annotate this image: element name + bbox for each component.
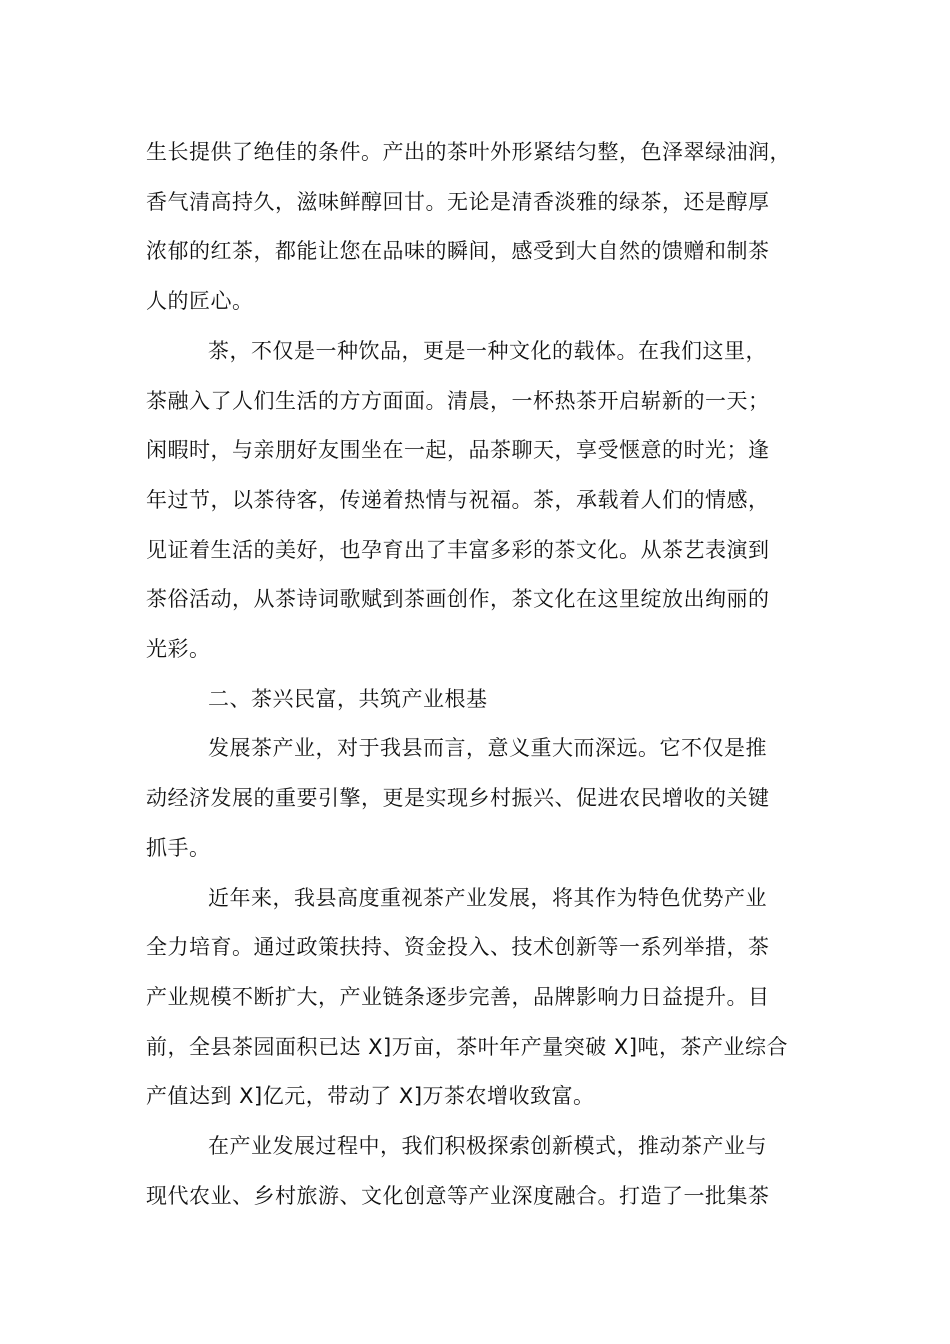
paragraph-tea-culture [146,327,816,675]
text-line: 浓郁的红茶，都能让您在品味的瞬间，感受到大自然的馈赠和制茶 [146,239,770,264]
text-line: 人的匠心。 [146,289,254,314]
text-line: 光彩。 [146,637,211,662]
text-line: 茶俗活动，从茶诗词歌赋到茶画创作，茶文化在这里绽放出绚丽的 [146,587,770,612]
text-line: 发展茶产业，对于我县而言，意义重大而深远。它不仅是推 [208,736,767,761]
text-line: 见证着生活的美好，也孕育出了丰富多彩的茶文化。从茶艺表演到 [146,537,770,562]
text-line: 生长提供了绝佳的条件。产出的茶叶外形紧结匀整，色泽翠绿油润， [146,140,791,164]
text-line: 产业规模不断扩大，产业链条逐步完善，品牌影响力日益提升。目 [146,984,770,1009]
text-line: 现代农业、乡村旅游、文化创意等产业深度融合。打造了一批集茶 [146,1183,770,1208]
text-line: 产值达到 X]亿元，带动了 X]万茶农增收致富。 [146,1084,595,1109]
paragraph-industry-integration [146,1122,816,1221]
document-body [146,128,816,1221]
section-heading [146,675,816,725]
text-line: 闲暇时，与亲朋好友围坐在一起，品茶聊天，享受惬意的时光；逢 [146,438,770,463]
text-line: 在产业发展过程中，我们积极探索创新模式，推动茶产业与 [208,1134,767,1159]
text-line: 抓手。 [146,835,211,860]
paragraph-tea-quality [146,128,816,327]
text-line: 近年来，我县高度重视茶产业发展，将其作为特色优势产业 [208,885,767,910]
text-line: 全力培育。通过政策扶持、资金投入、技术创新等一系列举措，茶 [146,935,770,960]
text-line: 动经济发展的重要引擎，更是实现乡村振兴、促进农民增收的关键 [146,786,770,811]
text-line: 年过节，以茶待客，传递着热情与祝福。茶，承载着人们的情感， [146,487,770,512]
paragraph-industry-progress [146,874,816,1123]
text-line: 茶融入了人们生活的方方面面。清晨，一杯热茶开启崭新的一天； [146,388,770,413]
text-line: 香气清高持久，滋味鲜醇回甘。无论是清香淡雅的绿茶，还是醇厚 [146,189,770,214]
paragraph-industry-significance [146,724,816,873]
text-line: 前，全县茶园面积已达 X]万亩，茶叶年产量突破 X]吨，茶产业综合 [146,1034,789,1059]
text-line: 茶，不仅是一种饮品，更是一种文化的载体。在我们这里， [208,338,767,363]
section-heading-text: 二、茶兴民富，共筑产业根基 [208,686,488,711]
